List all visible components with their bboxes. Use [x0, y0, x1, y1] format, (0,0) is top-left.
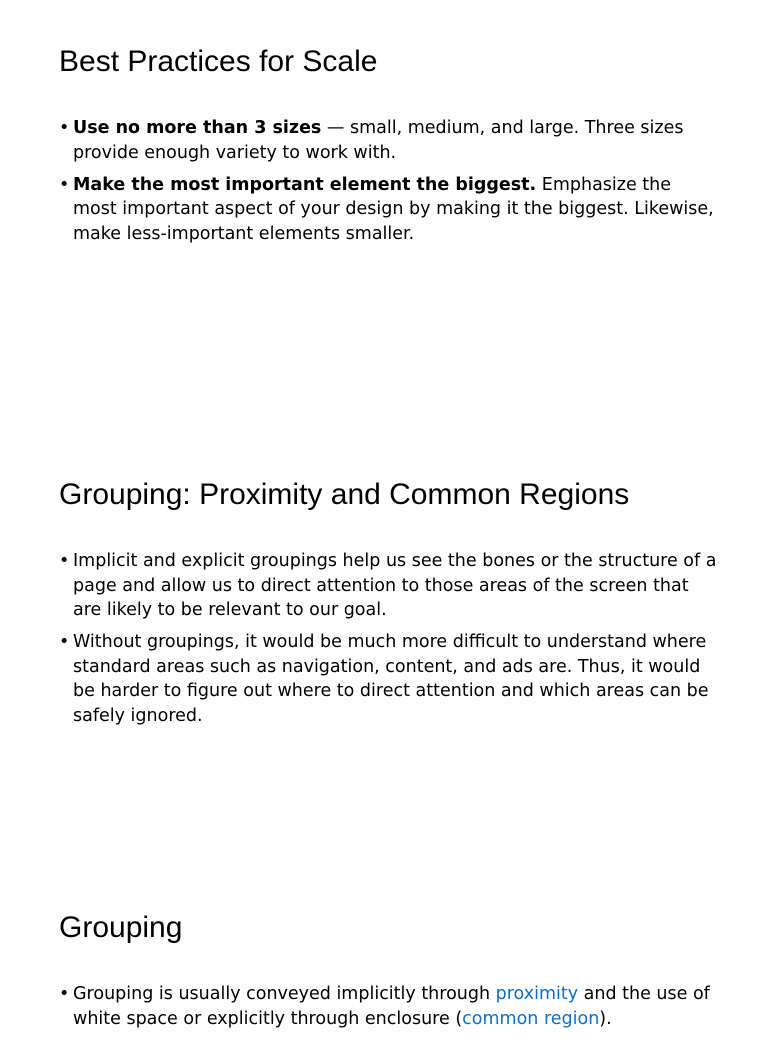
bullet-text: and the use of white space or explicitly through enclosure (	[73, 984, 710, 1029]
bullet-icon: •	[59, 984, 70, 1004]
bullet-text: Implicit and explicit groupings help us see the bones or the structure of a page and allow us to direct attention to those areas of the screen that are likely to be relevant to our goal.	[73, 551, 717, 620]
bullet-item	[59, 630, 719, 728]
slide-title: Grouping: Proximity and Common Regions	[59, 478, 630, 511]
common-region-link[interactable]: common region	[462, 1008, 600, 1029]
bullet-text: ).	[599, 1008, 612, 1029]
bullet-icon: •	[59, 551, 70, 571]
bullet-list	[59, 116, 719, 254]
bullet-icon: •	[59, 632, 70, 652]
bullet-icon: •	[59, 174, 70, 195]
bullet-item	[59, 116, 719, 165]
bullet-list	[59, 549, 719, 736]
bullet-icon: •	[59, 118, 70, 138]
bullet-item	[59, 549, 719, 623]
bullet-text: Emphasize the most important aspect of your design by making it the biggest. Likewise, make less-important elements smaller.	[73, 174, 714, 244]
slide-title: Grouping	[59, 911, 183, 944]
bullet-bold-text: Make the most important element the biggest.	[73, 174, 537, 195]
bullet-bold-text: Use no more than 3 sizes	[73, 118, 322, 138]
bullet-text: Grouping is usually conveyed implicitly through	[73, 984, 496, 1004]
slide-title: Best Practices for Scale	[59, 45, 378, 78]
proximity-link[interactable]: proximity	[495, 984, 579, 1004]
bullet-item	[59, 173, 719, 247]
bullet-text: Without groupings, it would be much more difficult to understand where standard areas such as navigation, content, and ads are. Thus, it would be harder to figure out where to direct attention and which areas can be safely ignored.	[73, 632, 709, 726]
bullet-list	[59, 982, 719, 1039]
bullet-text: — small, medium, and large. Three sizes provide enough variety to work with.	[73, 118, 684, 163]
